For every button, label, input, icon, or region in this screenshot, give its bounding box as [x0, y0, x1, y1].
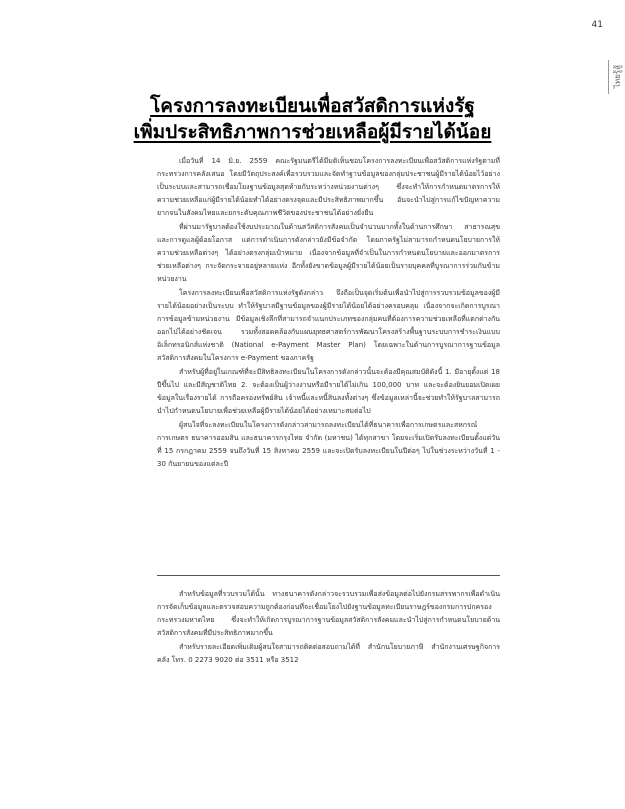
- title-line-1: โครงการลงทะเบียนเพื่อสวัสดิการแห่งรัฐ: [150, 95, 475, 117]
- side-tab-label: ไทยรู้สู้: [612, 65, 622, 89]
- footnotes: [157, 588, 500, 668]
- body-paragraph: โครงการลงทะเบียนเพื่อสวัสดิการแห่งรัฐดังกล่าว จึงถือเป็นจุดเริ่มต้นเพื่อนำไปสู่การรวบรวมข้อมูลของผู้มีรายได้น้อยอย่างเป็นระบบ ทำให้รัฐบาลมีฐานข้อมูลของผู้มีรายได้น้อยได้อย่างครอบคลุม เนื่องจากจะเกิดการบูรณาการข้อมูลข้ามหน่วยงาน มีข้อมูลเชิงลึกที่สามารถจำแนกประเภทของกลุ่มคนที่ต้องการความช่วยเหลือที่แตกต่างกันออกไปได้อย่างชัดเจน รวมทั้งสอดคล้องกับแผนยุทธศาสตร์การพัฒนาโครงสร้างพื้นฐานระบบการชำระเงินแบบอิเล็กทรอนิกส์แห่งชาติ (National e-Payment Master Plan) โดยเฉพาะในด้านการบูรณาการฐานข้อมูลสวัสดิการสังคมในโครงการ e-Payment ของภาครัฐ: [157, 289, 500, 362]
- body-paragraph: สำหรับผู้ที่อยู่ในเกณฑ์ที่จะมีสิทธิลงทะเบียนในโครงการดังกล่าวนั้นจะต้องมีคุณสมบัติดังนี้ 1. มีอายุตั้งแต่ 18 ปีขึ้นไป และมีสัญชาติไทย 2. จะต้องเป็นผู้ว่างงานหรือมีรายได้ไม่เกิน 100,000 บาท และจะต้องยินยอมเปิดเผยข้อมูลในเรื่องรายได้ การถือครองทรัพย์สิน เจ้าหนี้และหนี้สินลงทั้งต่างๆ ซึ่งข้อมูลเหล่านี้จะช่วยทำให้รัฐบาลสามารถนำไปกำหนดนโยบายเพื่อช่วยเหลือผู้มีรายได้น้อยได้อย่างเหมาะสมต่อไป: [157, 368, 500, 415]
- side-section-tab: [608, 60, 625, 94]
- footnote-paragraph: สำหรับรายละเอียดเพิ่มเติมผู้สนใจสามารถติดต่อสอบถามได้ที่ สำนักนโยบายภาษี สำนักงานเศรษฐกิจการคลัง โทร. 0 2273 9020 ต่อ 3511 หรือ 3512: [157, 643, 500, 664]
- body-paragraph: ที่ผ่านมารัฐบาลต้องใช้งบประมาณในด้านสวัสดิการสังคมเป็นจำนวนมากทั้งในด้านการศึกษา สาธารณสุข และการดูแลผู้ด้อยโอกาส แต่การดำเนินการดังกล่าวยังมีข้อจำกัด โดยภาครัฐไม่สามารถกำหนดนโยบายการให้ความช่วยเหลือต่างๆ ได้อย่างตรงกลุ่มเป้าหมาย เนื่องจากข้อมูลที่จำเป็นในการกำหนดนโยบายและออกมาตรการช่วยเหลือต่างๆ กระจัดกระจายอยู่หลายแห่ง อีกทั้งยังขาดข้อมูลผู้มีรายได้น้อยเป็นรายบุคคลที่บูรณาการร่วมกันข้ามหน่วยงาน: [157, 223, 500, 283]
- section-divider: [157, 575, 500, 576]
- page-number: 41: [591, 20, 603, 30]
- article-title: [0, 93, 625, 145]
- article-body: [157, 155, 500, 472]
- footnote-paragraph: สำหรับข้อมูลที่รวบรวมได้นั้น ทางธนาคารดังกล่าวจะรวบรวมเพื่อส่งข้อมูลต่อไปยังกรมสรรพากรเพื่อดำเนินการจัดเก็บข้อมูลและตรวจสอบความถูกต้องก่อนที่จะเชื่อมโยงไปยังฐานข้อมูลทะเบียนราษฎร์ของกรมการปกครอง กระทรวงมหาดไทย ซึ่งจะทำให้เกิดการบูรณาการฐานข้อมูลสวัสดิการสังคมและนำไปสู่การกำหนดนโยบายด้านสวัสดิการสังคมที่มีประสิทธิภาพมากขึ้น: [157, 590, 500, 637]
- title-line-2: เพิ่มประสิทธิภาพการช่วยเหลือผู้มีรายได้น้อย: [133, 121, 492, 143]
- body-paragraph: เมื่อวันที่ 14 มิ.ย. 2559 คณะรัฐมนตรีได้มีมติเห็นชอบโครงการลงทะเบียนเพื่อสวัสดิการแห่งรัฐตามที่กระทรวงการคลังเสนอ โดยมีวัตถุประสงค์เพื่อรวบรวมและจัดทำฐานข้อมูลของกลุ่มประชาชนผู้มีรายได้น้อยไว้อย่างเป็นระบบและสามารถเชื่อมโยงฐานข้อมูลสุดท้ายกับระหว่างหน่วยงานต่างๆ ซึ่งจะทำให้การกำหนดมาตรการให้ความช่วยเหลือแก่ผู้มีรายได้น้อยทำได้อย่างตรงจุดและมีประสิทธิภาพมากขึ้น อันจะนำไปสู่การแก้ไขปัญหาความยากจนในสังคมไทยและยกระดับคุณภาพชีวิตของประชาชนได้อย่างยั่งยืน: [157, 157, 500, 217]
- body-paragraph: ผู้สนใจที่จะลงทะเบียนในโครงการดังกล่าวสามารถลงทะเบียนได้ที่ธนาคารเพื่อการเกษตรและสหกรณ์การเกษตร ธนาคารออมสิน และธนาคารกรุงไทย จำกัด (มหาชน) ได้ทุกสาขา โดยจะเริ่มเปิดรับลงทะเบียนตั้งแต่วันที่ 15 กรกฎาคม 2559 จนถึงวันที่ 15 สิงหาคม 2559 และจะเปิดรับลงทะเบียนในปีต่อๆ ไปในช่วงระหว่างวันที่ 1 - 30 กันยายนของแต่ละปี: [157, 421, 500, 468]
